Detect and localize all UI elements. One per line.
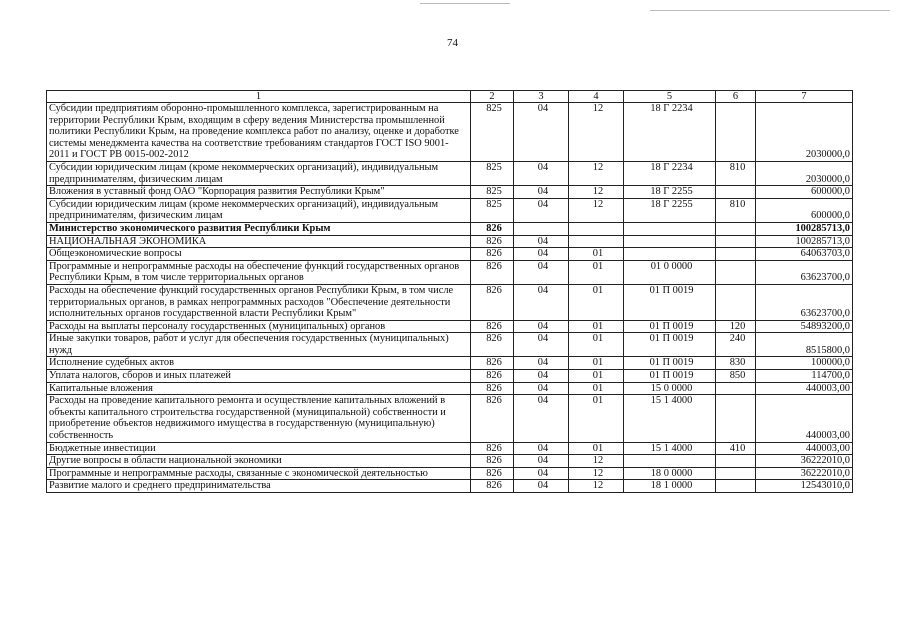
row-expense-type-cell: 120 (716, 320, 756, 333)
row-grbs-cell: 826 (471, 467, 514, 480)
scan-artifact-line (650, 10, 890, 11)
page-number: 74 (447, 37, 458, 49)
row-grbs-cell: 826 (471, 382, 514, 395)
row-name-cell: Субсидии юридическим лицам (кроме некоммерческих организаций), индивидуальным предпринимателям, физическим лицам (47, 161, 471, 185)
row-expense-type-cell (716, 103, 756, 162)
row-name-cell: Общеэкономические вопросы (47, 248, 471, 261)
row-expense-type-cell: 410 (716, 442, 756, 455)
row-target-article-cell: 18 Г 2255 (624, 198, 716, 222)
row-expense-type-cell (716, 480, 756, 493)
row-target-article-cell: 15 1 4000 (624, 442, 716, 455)
row-subsection-cell: 01 (569, 333, 624, 357)
row-grbs-cell: 826 (471, 357, 514, 370)
row-target-article-cell: 01 П 0019 (624, 333, 716, 357)
row-grbs-cell: 826 (471, 333, 514, 357)
row-target-article-cell: 18 Г 2255 (624, 186, 716, 199)
table-row (47, 320, 853, 333)
row-expense-type-cell: 810 (716, 161, 756, 185)
row-grbs-cell: 825 (471, 103, 514, 162)
row-amount-cell: 600000,0 (756, 198, 853, 222)
row-section-cell: 04 (514, 370, 569, 383)
row-amount-cell: 36222010,0 (756, 455, 853, 468)
row-name-cell: Субсидии предприятиям оборонно-промышленного комплекса, зарегистрированным на территории Республики Крым, входящим в сферу ведения Министерства промышленной политики Республики Крым, на проведение комплекса работ по анализу, оценке и доработке системы менеджмента качества на соответствие требованиям стандартов ГОСТ ISO 9001-2011 и ГОСТ РВ 0015-002-2012 (47, 103, 471, 162)
row-grbs-cell: 826 (471, 260, 514, 284)
row-name-cell: Программные и непрограммные расходы, связанные с экономической деятельностью (47, 467, 471, 480)
row-subsection-cell: 01 (569, 357, 624, 370)
row-grbs-cell: 826 (471, 480, 514, 493)
column-header: 1 (47, 91, 471, 103)
row-expense-type-cell: 830 (716, 357, 756, 370)
row-target-article-cell: 01 0 0000 (624, 260, 716, 284)
table-row (47, 357, 853, 370)
row-subsection-cell: 12 (569, 467, 624, 480)
row-subsection-cell: 01 (569, 442, 624, 455)
row-section-cell: 04 (514, 467, 569, 480)
row-target-article-cell: 01 П 0019 (624, 284, 716, 320)
table-row (47, 161, 853, 185)
row-grbs-cell: 826 (471, 370, 514, 383)
row-name-cell: Расходы на обеспечение функций государственных органов Республики Крым, в том числе территориальных органов, в рамках непрограммных расходов "Обеспечение деятельности исполнительных органов государственной власти Республики Крым" (47, 284, 471, 320)
row-subsection-cell: 01 (569, 248, 624, 261)
row-name-cell: Иные закупки товаров, работ и услуг для обеспечения государственных (муниципальных) нужд (47, 333, 471, 357)
row-section-cell: 04 (514, 198, 569, 222)
row-subsection-cell: 01 (569, 260, 624, 284)
row-expense-type-cell (716, 395, 756, 442)
row-amount-cell: 100285713,0 (756, 235, 853, 248)
row-subsection-cell: 12 (569, 198, 624, 222)
row-name-cell: Исполнение судебных актов (47, 357, 471, 370)
row-amount-cell: 114700,0 (756, 370, 853, 383)
row-grbs-cell: 825 (471, 198, 514, 222)
row-amount-cell: 63623700,0 (756, 260, 853, 284)
row-target-article-cell (624, 455, 716, 468)
row-target-article-cell: 18 0 0000 (624, 467, 716, 480)
table-row (47, 455, 853, 468)
scan-artifact-line (420, 3, 510, 4)
row-name-cell: Расходы на выплаты персоналу государственных (муниципальных) органов (47, 320, 471, 333)
row-expense-type-cell: 850 (716, 370, 756, 383)
row-amount-cell: 2030000,0 (756, 161, 853, 185)
row-section-cell: 04 (514, 103, 569, 162)
row-section-cell: 04 (514, 248, 569, 261)
row-grbs-cell: 826 (471, 320, 514, 333)
row-expense-type-cell (716, 467, 756, 480)
row-target-article-cell: 18 Г 2234 (624, 103, 716, 162)
row-subsection-cell: 01 (569, 320, 624, 333)
row-section-cell (514, 222, 569, 235)
row-expense-type-cell (716, 382, 756, 395)
row-section-cell: 04 (514, 260, 569, 284)
row-grbs-cell: 825 (471, 186, 514, 199)
table-row (47, 198, 853, 222)
row-amount-cell: 8515800,0 (756, 333, 853, 357)
row-expense-type-cell (716, 455, 756, 468)
row-amount-cell: 100285713,0 (756, 222, 853, 235)
row-name-cell: Бюджетные инвестиции (47, 442, 471, 455)
row-subsection-cell: 01 (569, 284, 624, 320)
row-grbs-cell: 826 (471, 442, 514, 455)
row-expense-type-cell (716, 260, 756, 284)
row-section-cell: 04 (514, 395, 569, 442)
row-amount-cell: 63623700,0 (756, 284, 853, 320)
row-section-cell: 04 (514, 480, 569, 493)
row-expense-type-cell: 810 (716, 198, 756, 222)
column-header: 2 (471, 91, 514, 103)
row-target-article-cell: 15 0 0000 (624, 382, 716, 395)
row-section-cell: 04 (514, 455, 569, 468)
row-target-article-cell: 18 1 0000 (624, 480, 716, 493)
row-name-cell: Уплата налогов, сборов и иных платежей (47, 370, 471, 383)
budget-table (46, 90, 853, 493)
row-subsection-cell (569, 235, 624, 248)
row-section-cell: 04 (514, 235, 569, 248)
row-section-cell: 04 (514, 333, 569, 357)
row-amount-cell: 2030000,0 (756, 103, 853, 162)
row-section-cell: 04 (514, 284, 569, 320)
row-subsection-cell: 12 (569, 186, 624, 199)
row-subsection-cell: 12 (569, 161, 624, 185)
table-row (47, 370, 853, 383)
row-section-cell: 04 (514, 186, 569, 199)
table-row (47, 480, 853, 493)
table-row (47, 333, 853, 357)
row-expense-type-cell (716, 284, 756, 320)
row-name-cell: Другие вопросы в области национальной экономики (47, 455, 471, 468)
row-subsection-cell: 01 (569, 382, 624, 395)
table-row (47, 395, 853, 442)
row-amount-cell: 36222010,0 (756, 467, 853, 480)
row-target-article-cell: 18 Г 2234 (624, 161, 716, 185)
row-expense-type-cell (716, 222, 756, 235)
row-amount-cell: 440003,00 (756, 395, 853, 442)
table-row (47, 382, 853, 395)
row-target-article-cell: 01 П 0019 (624, 320, 716, 333)
row-subsection-cell: 01 (569, 370, 624, 383)
row-amount-cell: 600000,0 (756, 186, 853, 199)
row-amount-cell: 64063703,0 (756, 248, 853, 261)
table-row (47, 235, 853, 248)
row-subsection-cell: 12 (569, 103, 624, 162)
column-header: 5 (624, 91, 716, 103)
table-row (47, 186, 853, 199)
row-subsection-cell: 12 (569, 480, 624, 493)
row-subsection-cell: 01 (569, 395, 624, 442)
row-grbs-cell: 825 (471, 161, 514, 185)
row-target-article-cell (624, 248, 716, 261)
row-subsection-cell: 12 (569, 455, 624, 468)
row-amount-cell: 12543010,0 (756, 480, 853, 493)
row-target-article-cell (624, 222, 716, 235)
row-target-article-cell: 15 1 4000 (624, 395, 716, 442)
row-expense-type-cell (716, 186, 756, 199)
column-header: 3 (514, 91, 569, 103)
table-row (47, 284, 853, 320)
table-row (47, 442, 853, 455)
row-grbs-cell: 826 (471, 395, 514, 442)
row-grbs-cell: 826 (471, 235, 514, 248)
row-name-cell: НАЦИОНАЛЬНАЯ ЭКОНОМИКА (47, 235, 471, 248)
row-amount-cell: 54893200,0 (756, 320, 853, 333)
row-amount-cell: 440003,00 (756, 442, 853, 455)
row-target-article-cell: 01 П 0019 (624, 370, 716, 383)
column-header: 6 (716, 91, 756, 103)
row-amount-cell: 100000,0 (756, 357, 853, 370)
row-expense-type-cell (716, 248, 756, 261)
row-grbs-cell: 826 (471, 284, 514, 320)
row-grbs-cell: 826 (471, 222, 514, 235)
table-row (47, 260, 853, 284)
row-name-cell: Развитие малого и среднего предпринимательства (47, 480, 471, 493)
table-row (47, 467, 853, 480)
table-header-row (47, 91, 853, 103)
row-section-cell: 04 (514, 357, 569, 370)
table-row (47, 103, 853, 162)
column-header: 7 (756, 91, 853, 103)
row-expense-type-cell (716, 235, 756, 248)
row-name-cell: Вложения в уставный фонд ОАО "Корпорация развития Республики Крым" (47, 186, 471, 199)
column-header: 4 (569, 91, 624, 103)
row-target-article-cell (624, 235, 716, 248)
row-target-article-cell: 01 П 0019 (624, 357, 716, 370)
row-name-cell: Расходы на проведение капитального ремонта и осуществление капитальных вложений в объекты капитального строительства государственной (муниципальной) собственности и приобретение объектов недвижимого имущества в государственную (муниципальную) собственность (47, 395, 471, 442)
row-name-cell: Капитальные вложения (47, 382, 471, 395)
row-expense-type-cell: 240 (716, 333, 756, 357)
row-amount-cell: 440003,00 (756, 382, 853, 395)
row-section-cell: 04 (514, 161, 569, 185)
row-section-cell: 04 (514, 382, 569, 395)
row-subsection-cell (569, 222, 624, 235)
table-row (47, 222, 853, 235)
row-grbs-cell: 826 (471, 248, 514, 261)
row-section-cell: 04 (514, 442, 569, 455)
row-name-cell: Субсидии юридическим лицам (кроме некоммерческих организаций), индивидуальным предпринимателям, физическим лицам (47, 198, 471, 222)
row-name-cell: Министерство экономического развития Республики Крым (47, 222, 471, 235)
row-name-cell: Программные и непрограммные расходы на обеспечение функций государственных органов Республики Крым, в том числе территориальных органов (47, 260, 471, 284)
table-row (47, 248, 853, 261)
table-body (47, 103, 853, 493)
row-section-cell: 04 (514, 320, 569, 333)
row-grbs-cell: 826 (471, 455, 514, 468)
